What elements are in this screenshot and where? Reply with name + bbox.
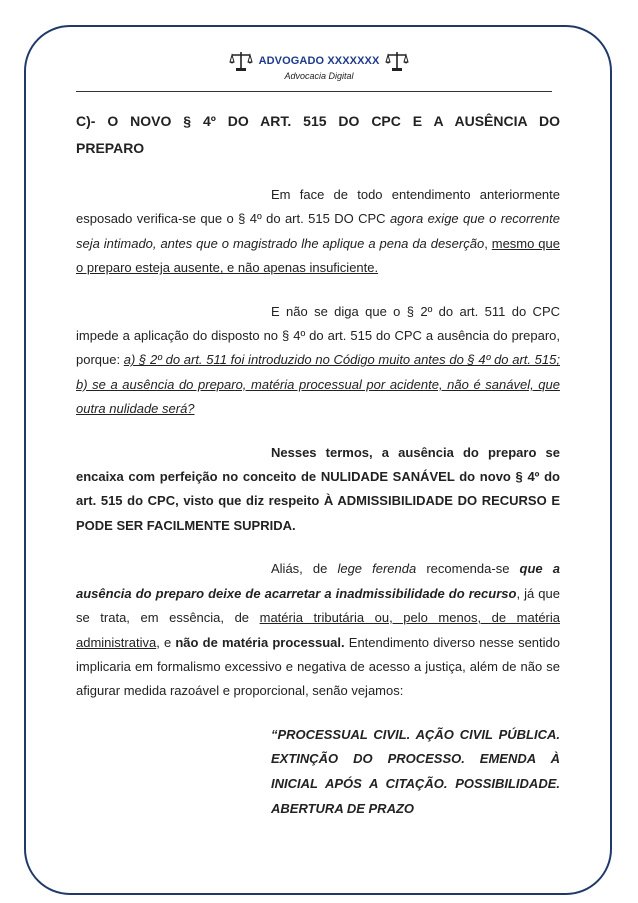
- p2-italic-underlined: a) § 2º do art. 511 foi introduzido no Código muito antes do § 4º do art. 515; b) se a ausência do preparo, matéria processual por acidente, não é sanável, que outra nulidade será?: [76, 352, 560, 417]
- letterhead-title: ADVOGADO XXXXXXX: [258, 55, 380, 67]
- spacer: [76, 422, 560, 441]
- letterhead-row: [0, 50, 638, 72]
- scales-of-justice-icon: [385, 50, 409, 72]
- spacer: [76, 162, 560, 183]
- spacer: [76, 704, 560, 723]
- paragraph-3: [76, 441, 560, 539]
- p1-italic: agora exige que o recorrente seja intimado, antes que o magistrado lhe aplique a pena da deserção: [76, 211, 560, 251]
- block-quote: “PROCESSUAL CIVIL. AÇÃO CIVIL PÚBLICA. EXTINÇÃO DO PROCESSO. EMENDA À INICIAL APÓS A CITAÇÃO. POSSIBILIDADE. ABERTURA DE PRAZO: [271, 726, 560, 816]
- p4-bold: não de matéria processual.: [175, 634, 345, 650]
- header-divider: [76, 91, 552, 92]
- p4-text-g: , e: [156, 634, 176, 650]
- paragraph-1: [76, 183, 560, 281]
- letterhead: [0, 50, 638, 81]
- p4-text-a: Aliás, de: [271, 561, 338, 577]
- paragraph-4: [76, 557, 560, 703]
- p4-text-c: recomenda-se: [416, 561, 520, 577]
- paragraph-2: [76, 300, 560, 422]
- p3-text: Nesses termos, a ausência do preparo se encaixa com perfeição no conceito de NULIDADE SANÁVEL do novo § 4º do art. 515 do CPC, visto que diz respeito À ADMISSIBILIDADE DO RECURSO E PODE SER FACILMENTE SUPRIDA.: [76, 444, 560, 533]
- p2-text: E não se diga que o § 2º do art. 511 do CPC impede a aplicação do disposto no § 4º do art. 515 do CPC a ausência do preparo, porque:: [76, 303, 560, 368]
- p4-latin-term: lege ferenda: [337, 561, 417, 577]
- p4-text-e: , já que se trata, em essência, de: [76, 585, 560, 626]
- letterhead-subtitle: Advocacia Digital: [284, 71, 354, 81]
- p4-bold-italic: que a ausência do preparo deixe de acarretar a inadmissibilidade do recurso: [76, 561, 560, 601]
- document-body: [76, 108, 560, 821]
- spacer: [76, 538, 560, 557]
- section-title: C)- O NOVO § 4º DO ART. 515 DO CPC E A AUSÊNCIA DO PREPARO: [76, 113, 560, 156]
- spacer: [76, 281, 560, 300]
- p1-sep: ,: [484, 235, 492, 251]
- p1-text: Em face de todo entendimento anteriormente esposado verifica-se que o § 4º do art. 515 DO CPC: [76, 187, 560, 227]
- p4-underlined: matéria tributária ou, pelo menos, de matéria administrativa: [76, 610, 560, 650]
- p4-text-i: Entendimento diverso nesse sentido implicaria em formalismo excessivo e negativa de acesso a justiça, além de não se afigurar medida razoável e proporcional, senão vejamos:: [76, 634, 560, 699]
- p1-underlined: mesmo que o preparo esteja ausente, e não apenas insuficiente.: [76, 235, 560, 276]
- scales-of-justice-icon: [229, 50, 253, 72]
